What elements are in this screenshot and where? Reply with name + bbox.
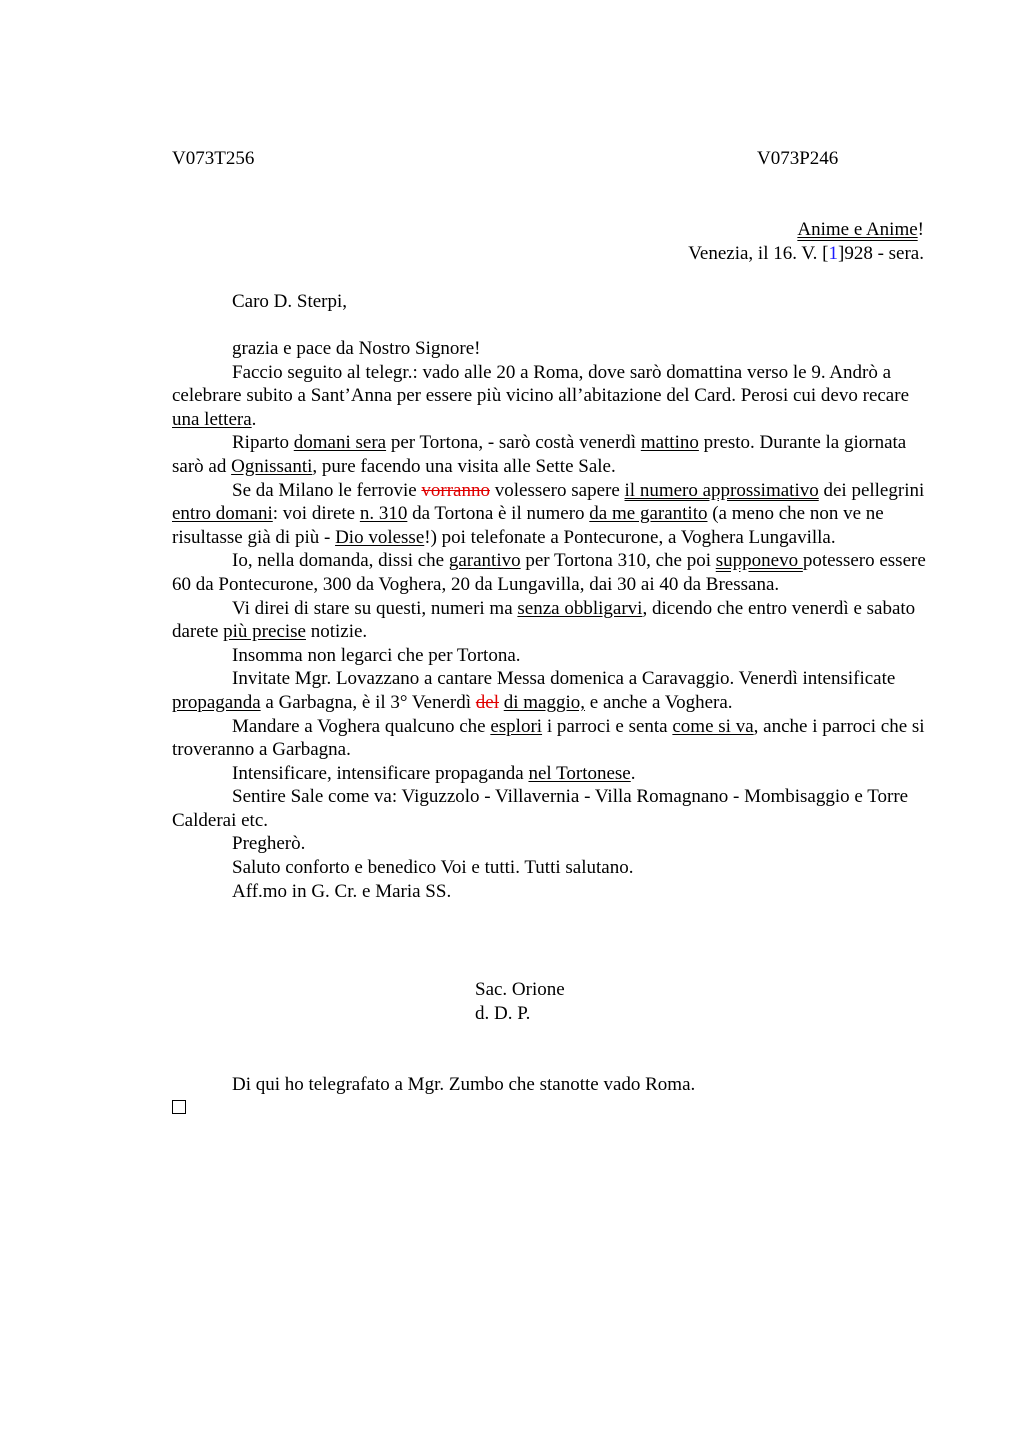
text: Invitate Mgr. Lovazzano a cantare Messa domenica a Caravaggio. Venerdì intensificate <box>232 668 896 690</box>
text: (a meno che non ve ne risultasse già di più - <box>172 503 884 548</box>
paragraph <box>172 644 926 668</box>
text: dei pellegrini <box>818 479 925 501</box>
paragraph <box>172 856 926 880</box>
text: Saluto conforto e benedico Voi e tutti. Tutti salutano. <box>232 857 634 879</box>
text: da Tortona è il numero <box>407 503 590 525</box>
underlined-text: esplori <box>490 715 543 737</box>
text: Intensificare, intensificare propaganda <box>232 762 529 784</box>
text: presto. Durante la giornata sarò ad <box>172 432 907 477</box>
paragraph <box>172 785 926 832</box>
dateline-pre: Venezia, il 16. V. [ <box>688 243 829 264</box>
dateline-digit: 1 <box>828 243 838 264</box>
underlined-text: da me garantito <box>589 503 708 525</box>
paragraph <box>172 361 926 432</box>
text: Mandare a Voghera qualcuno che <box>232 715 491 737</box>
underlined-text: senza obbligarvi <box>517 597 643 619</box>
text: , pure facendo una visita alle Sette Sale. <box>312 455 616 477</box>
text: Se da Milano le ferrovie <box>232 479 422 501</box>
deleted-text: del <box>475 691 499 713</box>
paragraph <box>172 479 926 550</box>
text: e anche a Voghera. <box>585 691 733 713</box>
text: Vi direi di stare su questi, numeri ma <box>232 597 518 619</box>
text: Aff.mo in G. Cr. e Maria SS. <box>232 880 452 902</box>
underlined-text: di maggio, <box>503 691 586 713</box>
underlined-text: garantivo <box>448 550 521 572</box>
paragraph <box>172 549 926 596</box>
text: Riparto <box>232 432 294 454</box>
text: . <box>251 408 257 430</box>
underlined-text: propaganda <box>172 691 261 713</box>
text: Insomma non legarci che per Tortona. <box>232 644 521 666</box>
paragraph <box>172 762 926 786</box>
text: Sentire Sale come va: Viguzzolo - Villavernia - Villa Romagnano - Mombisaggio e Torre Calderai etc. <box>172 786 909 831</box>
underlined-text: Dio volesse <box>335 526 425 548</box>
signature <box>475 978 565 1026</box>
document-code-right: V073P246 <box>757 148 839 169</box>
dateline <box>688 242 924 266</box>
paragraph <box>172 431 926 478</box>
text: , anche i parroci che si troveranno a Garbagna. <box>172 715 925 761</box>
paragraph <box>172 337 926 361</box>
square-box-icon <box>172 1100 186 1114</box>
underlined-text: n. 310 <box>359 503 408 525</box>
motto-text: Anime e Anime <box>797 219 918 240</box>
underlined-text: una lettera <box>172 408 252 430</box>
underlined-text: nel Tortonese <box>528 762 631 784</box>
text: volessero sapere <box>490 479 625 501</box>
text: a Garbagna, è il 3° Venerdì <box>260 691 476 713</box>
text: potessero essere 60 da Pontecurone, 300 da Voghera, 20 da Lungavilla, dai 30 ai 40 da Bressana. <box>172 550 926 595</box>
underlined-text: entro domani <box>172 503 273 525</box>
underlined-text: Ognissanti <box>231 455 313 477</box>
text: notizie. <box>305 621 368 643</box>
paragraph <box>172 832 926 856</box>
motto-punct: ! <box>917 219 924 240</box>
underlined-text: come si va <box>672 715 754 737</box>
double-underlined-text: il numero approssimativo <box>624 479 819 501</box>
document-code-left: V073T256 <box>172 148 255 169</box>
text: per Tortona, - sarò costà venerdì <box>386 432 641 454</box>
dateline-post: ]928 - sera. <box>838 243 924 264</box>
text: Faccio seguito al telegr.: vado alle 20 a Roma, dove sarò domattina verso le 9. Andrò a celebrare subito a Sant’Anna per essere più vicino all’abitazione del Card. Perosi cui devo recare <box>172 361 910 407</box>
text: i parroci e senta <box>542 715 673 737</box>
signature-line1: Sac. Orione <box>475 979 565 1000</box>
double-underlined-text: supponevo <box>715 550 803 572</box>
motto <box>797 218 924 242</box>
paragraph <box>172 597 926 644</box>
text: grazia e pace da Nostro Signore! <box>232 338 481 359</box>
underlined-text: mattino <box>640 432 699 454</box>
text: per Tortona 310, che poi <box>520 550 716 572</box>
text: Io, nella domanda, dissi che <box>232 550 449 572</box>
underlined-text: domani sera <box>293 432 387 454</box>
text: Pregherò. <box>232 833 306 855</box>
paragraph <box>172 880 926 904</box>
deleted-text: vorranno <box>421 479 490 501</box>
letter-body <box>172 337 926 903</box>
text: : voi direte <box>272 503 360 525</box>
text: . <box>630 762 636 784</box>
paragraph <box>172 667 926 714</box>
signature-line2: d. D. P. <box>475 1003 531 1024</box>
text: !) poi telefonate a Pontecurone, a Voghera Lungavilla. <box>424 526 836 548</box>
paragraph <box>172 715 926 762</box>
underlined-text: più precise <box>223 621 306 643</box>
salutation: Caro D. Sterpi, <box>232 291 348 312</box>
text: , dicendo che entro venerdì e sabato darete <box>172 597 916 643</box>
postscript: Di qui ho telegrafato a Mgr. Zumbo che stanotte vado Roma. <box>232 1074 696 1095</box>
